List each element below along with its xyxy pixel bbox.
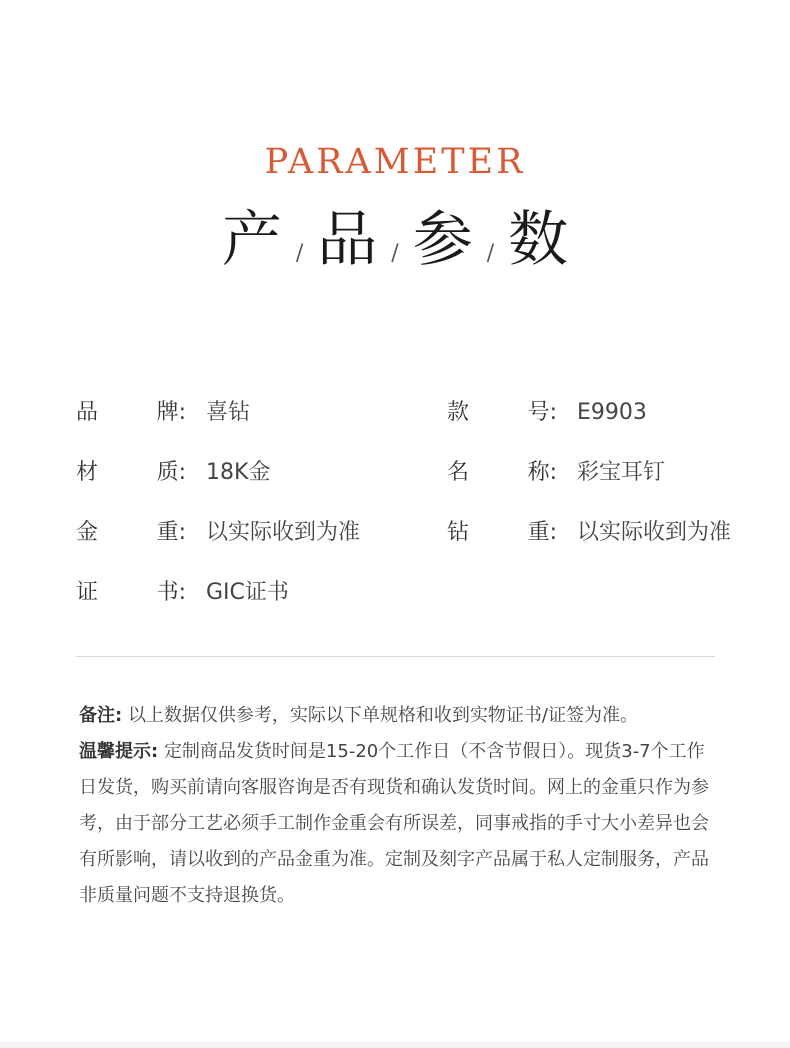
label-char: 钻 bbox=[447, 520, 470, 545]
label-char: 牌: bbox=[156, 400, 186, 425]
title-char: 数 bbox=[508, 205, 569, 275]
title-char: 参 bbox=[412, 205, 473, 275]
label-char: 称: bbox=[527, 460, 557, 485]
param-value: GIC证书 bbox=[206, 580, 289, 605]
param-value: 18K金 bbox=[206, 460, 271, 485]
label-char: 重: bbox=[527, 520, 557, 545]
section-eyebrow: PARAMETER bbox=[264, 142, 526, 182]
label-char: 书: bbox=[156, 580, 186, 605]
label-char: 名 bbox=[447, 460, 470, 485]
label-char: 证 bbox=[76, 580, 99, 605]
title-char: 产 bbox=[221, 205, 282, 275]
param-value: 以实际收到为准 bbox=[577, 520, 732, 545]
param-value: E9903 bbox=[577, 400, 647, 425]
remark-label: 备注: bbox=[79, 705, 123, 726]
notes-section bbox=[79, 698, 719, 914]
label-char: 重: bbox=[156, 520, 186, 545]
remark-note bbox=[79, 698, 719, 734]
parameter-table bbox=[0, 383, 790, 623]
title-separator: / bbox=[486, 241, 495, 266]
label-char: 品 bbox=[76, 400, 99, 425]
label-char: 金 bbox=[76, 520, 99, 545]
title-char: 品 bbox=[317, 205, 378, 275]
title-separator: / bbox=[295, 241, 304, 266]
label-char: 号: bbox=[527, 400, 557, 425]
tip-note bbox=[79, 734, 719, 914]
label-char: 款 bbox=[447, 400, 470, 425]
param-value: 彩宝耳钉 bbox=[577, 460, 666, 485]
bottom-band bbox=[0, 1042, 790, 1048]
param-value: 以实际收到为准 bbox=[206, 520, 361, 545]
label-char: 材 bbox=[76, 460, 99, 485]
divider bbox=[76, 656, 715, 657]
page-title bbox=[0, 200, 790, 280]
tip-label: 温馨提示: bbox=[79, 741, 159, 762]
label-char: 质: bbox=[156, 460, 186, 485]
remark-text: 以上数据仅供参考，实际以下单规格和收到实物证书/证签为准。 bbox=[127, 705, 638, 726]
tip-text: 定制商品发货时间是15-20个工作日（不含节假日）。现货3-7个工作日发货，购买前请向客服咨询是否有现货和确认发货时间。网上的金重只作为参考，由于部分工艺必须手工制作金重会有所误差，同事戒指的手寸大小差异也会有所影响，请以收到的产品金重为准。定制及刻字产品属于私人定制服务，产品非质量问题不支持退换货。 bbox=[79, 741, 709, 906]
title-separator: / bbox=[391, 241, 399, 266]
param-value: 喜钻 bbox=[206, 400, 251, 425]
